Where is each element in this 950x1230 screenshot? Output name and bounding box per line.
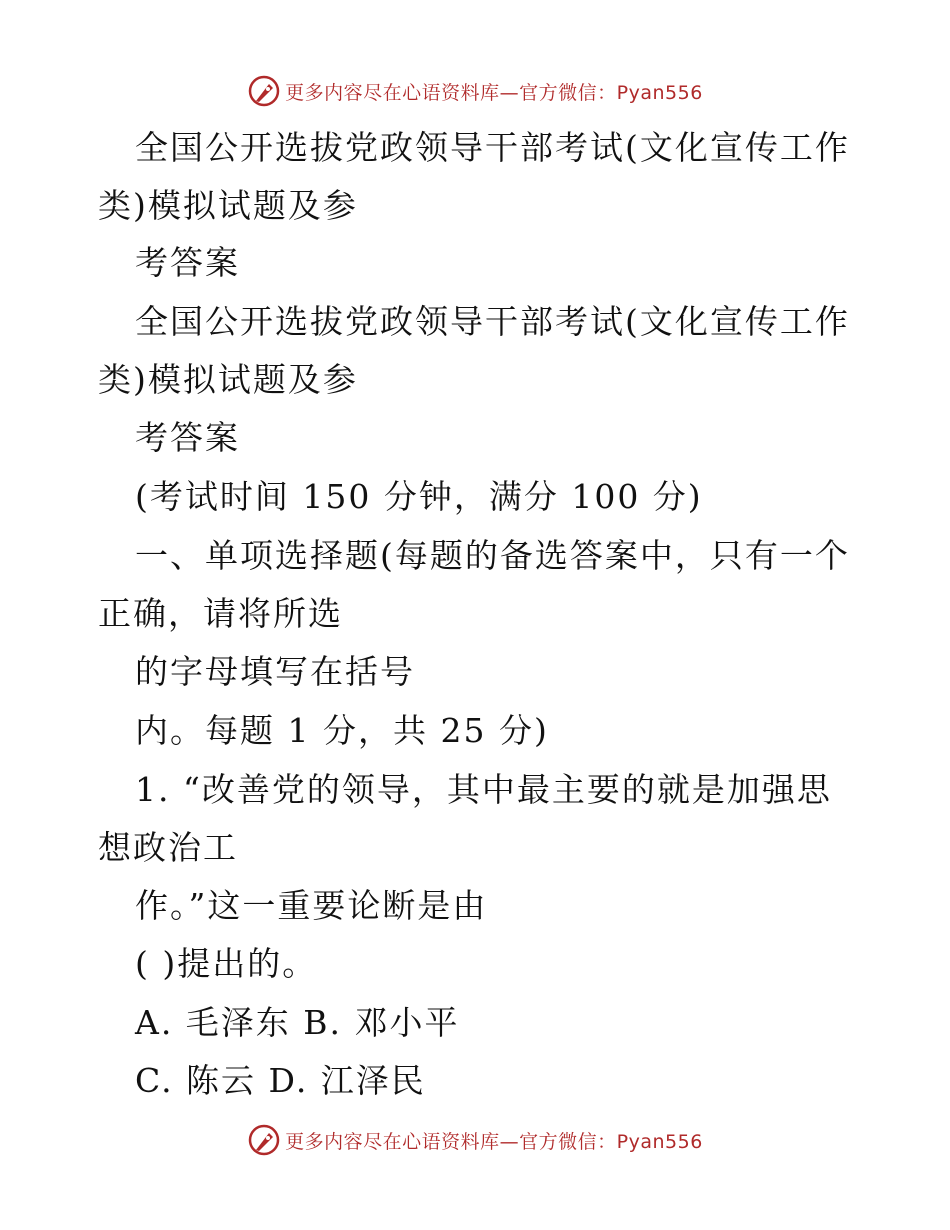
title-line-1: 全国公开选拔党政领导干部考试(文化宣传工作 (135, 128, 850, 167)
pen-nib-logo-icon (247, 1123, 281, 1157)
banner-text: 更多内容尽在心语资料库—官方微信：Pyan556 (285, 1130, 703, 1153)
section-heading-line-2: 正确，请将所选 (98, 594, 343, 633)
title-repeat-line-1: 全国公开选拔党政领导干部考试(文化宣传工作 (135, 302, 850, 341)
question-1-line-3: 作。”这一重要论断是由 (135, 886, 488, 925)
title-line-2: 类)模拟试题及参 (98, 186, 358, 225)
section-heading-line-4: 内。每题 1 分，共 25 分) (135, 711, 549, 750)
section-heading-line-1: 一、单项选择题(每题的备选答案中，只有一个 (135, 536, 850, 575)
question-1-options-ab: A. 毛泽东 B. 邓小平 (135, 1003, 460, 1042)
section-heading-line-3: 的字母填写在括号 (135, 652, 415, 691)
footer-banner (0, 1120, 950, 1160)
question-1-options-cd: C. 陈云 D. 江泽民 (135, 1061, 426, 1100)
question-1-line-2: 想政治工 (98, 828, 238, 867)
exam-info: (考试时间 150 分钟，满分 100 分) (135, 477, 703, 516)
title-repeat-line-3: 考答案 (135, 418, 240, 457)
title-line-3: 考答案 (135, 243, 240, 282)
title-repeat-line-2: 类)模拟试题及参 (98, 360, 358, 399)
question-1-line-4: ( )提出的。 (135, 944, 318, 983)
question-1-line-1: 1. “改善党的领导，其中最主要的就是加强思 (135, 770, 832, 809)
banner-text: 更多内容尽在心语资料库—官方微信：Pyan556 (285, 81, 703, 104)
